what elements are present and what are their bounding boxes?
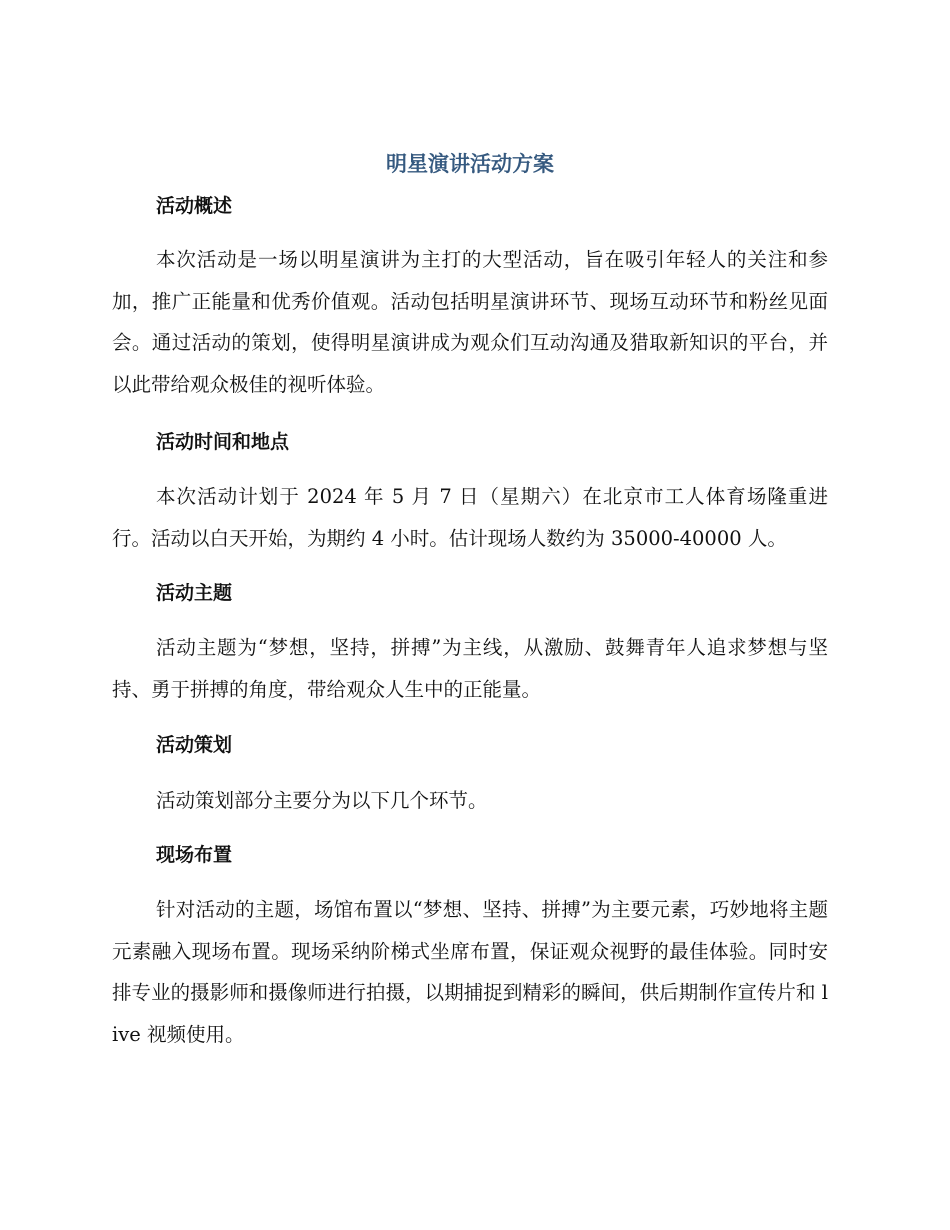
section-heading-venue-setup: 现场布置 (156, 844, 233, 866)
section-paragraph-theme: 活动主题为“梦想，坚持，拼搏”为主线，从激励、鼓舞青年人追求梦想与坚持、勇于拼搏的角度，带给观众人生中的正能量。 (112, 636, 828, 701)
section-heading-overview: 活动概述 (156, 195, 233, 217)
section-heading-time-location: 活动时间和地点 (156, 431, 290, 453)
section-paragraph-planning: 活动策划部分主要分为以下几个环节。 (156, 789, 488, 812)
document-title: 明星演讲活动方案 (386, 152, 554, 176)
section-paragraph-venue-setup: 针对活动的主题，场馆布置以“梦想、坚持、拼搏”为主要元素，巧妙地将主题元素融入现场布置。现场采纳阶梯式坐席布置，保证观众视野的最佳体验。同时安排专业的摄影师和摄像师进行拍摄，以期捕捉到精彩的瞬间，供后期制作宣传片和 live 视频使用。 (112, 898, 828, 1046)
section-paragraph-overview: 本次活动是一场以明星演讲为主打的大型活动，旨在吸引年轻人的关注和参加，推广正能量和优秀价值观。活动包括明星演讲环节、现场互动环节和粉丝见面会。通过活动的策划，使得明星演讲成为观众们互动沟通及猎取新知识的平台，并以此带给观众极佳的视听体验。 (112, 248, 828, 396)
section-heading-planning: 活动策划 (156, 734, 233, 756)
section-paragraph-time-location: 本次活动计划于 2024 年 5 月 7 日（星期六）在北京市工人体育场隆重进行。活动以白天开始，为期约 4 小时。估计现场人数约为 35000-40000 人。 (112, 485, 828, 550)
section-heading-theme: 活动主题 (156, 582, 233, 604)
